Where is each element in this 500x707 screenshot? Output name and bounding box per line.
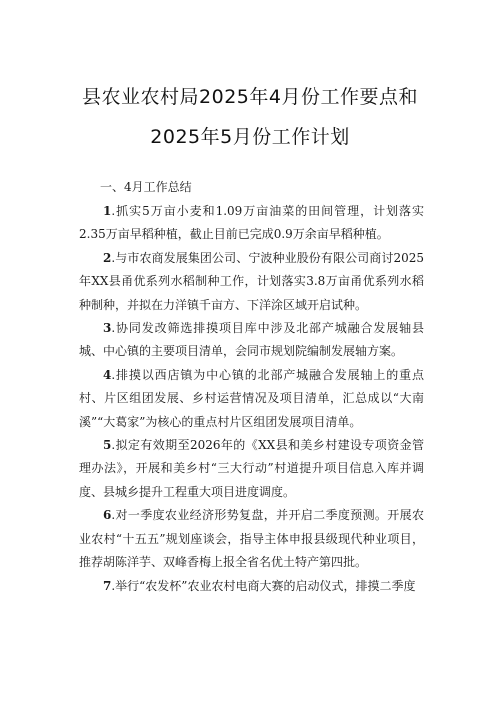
- work-item-5: [79, 434, 424, 504]
- item-number: 1: [103, 204, 112, 218]
- item-number: 4: [103, 367, 112, 382]
- item-number: 3: [103, 321, 112, 336]
- work-summary-list: [79, 200, 424, 598]
- work-item-4: [79, 364, 424, 434]
- item-number: 2: [103, 250, 112, 265]
- work-item-7: [79, 575, 424, 598]
- work-item-6: [79, 504, 424, 574]
- item-number: 7: [103, 578, 112, 593]
- document-title-line-2: 2025年5月份工作计划: [150, 126, 350, 148]
- item-text: .拟定有效期至2026年的《XX县和美乡村建设专项资金管理办法》，开展和美乡村“三大行动”村道提升项目信息入库并调度、县城乡提升工程重大项目进度调度。: [79, 438, 424, 499]
- item-text: .协同发改筛选排摸项目库中涉及北部产城融合发展轴县城、中心镇的主要项目清单，会同市规划院编制发展轴方案。: [79, 321, 424, 359]
- item-text: .与市农商发展集团公司、宁波种业股份有限公司商讨2025年XX县甬优系列水稻制种工作，计划落实3.8万亩甬优系列水稻种制种，并拟在力洋镇千亩方、下洋涂区域开启试种。: [79, 250, 424, 312]
- work-item-2: [79, 247, 424, 317]
- section-heading: 一、4月工作总结: [100, 180, 192, 194]
- item-number: 6: [103, 508, 112, 523]
- document-title-line-1: 县农业农村局2025年4月份工作要点和: [82, 86, 418, 108]
- item-text: .抓实5万亩小麦和1.09万亩油菜的田间管理，计划落实2.35万亩早稻种植，截止目前已完成0.9万余亩早稻种植。: [79, 204, 424, 242]
- work-item-1: [79, 200, 424, 247]
- item-text: .对一季度农业经济形势复盘，并开启二季度预测。开展农业农村“十五五”规划座谈会，指导主体申报县级现代种业项目，推荐胡陈洋芋、双峰香梅上报全省名优土特产第四批。: [79, 508, 424, 570]
- item-text: .举行“农发杯”农业农村电商大赛的启动仪式，排摸二季度: [111, 578, 416, 593]
- work-item-3: [79, 317, 424, 364]
- item-text: .排摸以西店镇为中心镇的北部产城融合发展轴上的重点村、片区组团发展、乡村运营情况及项目清单，汇总成以“大南溪”“大葛家”为核心的重点村片区组团发展项目清单。: [79, 367, 424, 429]
- item-number: 5: [103, 438, 112, 453]
